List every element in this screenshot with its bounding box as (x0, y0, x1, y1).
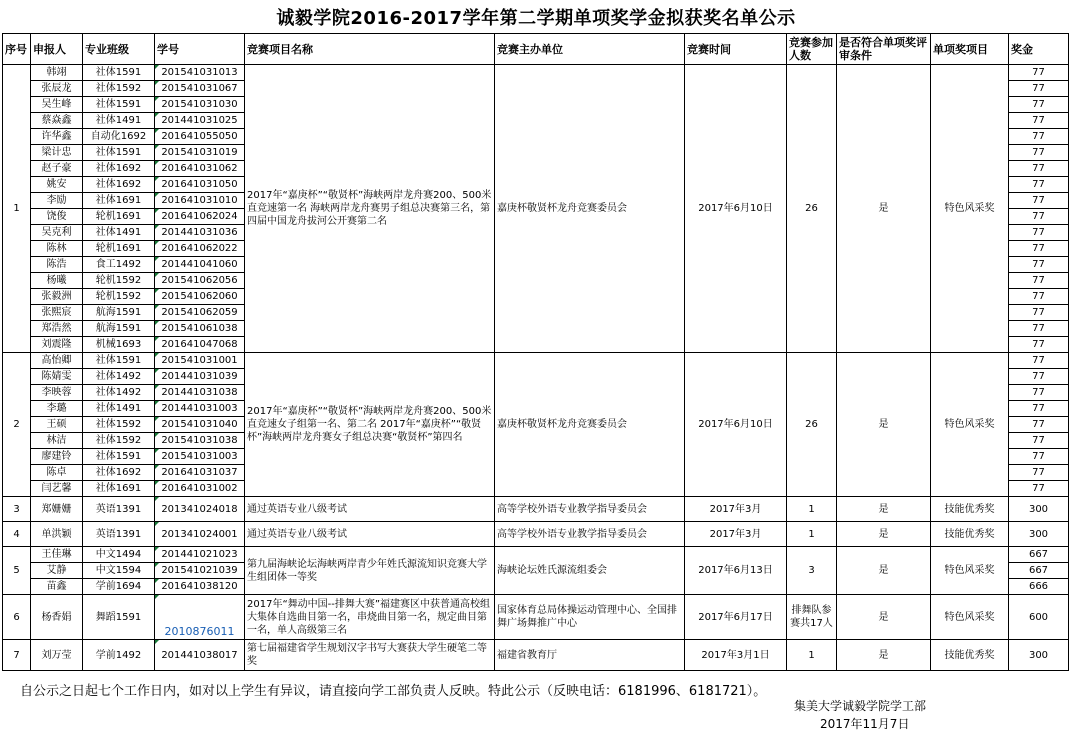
applicant-name: 赵子豪 (31, 161, 83, 177)
prize-amount: 667 (1009, 547, 1069, 563)
applicant-name: 梁计忠 (31, 145, 83, 161)
competition-name: 第七届福建省学生规划汉字书写大赛获大学生硬笔二等奖 (245, 640, 495, 671)
eligibility: 是 (837, 522, 931, 547)
participant-count: 1 (787, 497, 837, 522)
applicant-name: 苗鑫 (31, 579, 83, 595)
eligibility: 是 (837, 547, 931, 595)
prize-amount: 300 (1009, 522, 1069, 547)
student-id: 201641031002 (155, 481, 245, 497)
applicant-name: 张辰龙 (31, 81, 83, 97)
table-row (3, 522, 1069, 547)
eligibility: 是 (837, 595, 931, 640)
award-type: 特色风采奖 (931, 353, 1009, 497)
prize-amount: 77 (1009, 481, 1069, 497)
prize-amount: 77 (1009, 113, 1069, 129)
award-type: 技能优秀奖 (931, 640, 1009, 671)
prize-amount: 600 (1009, 595, 1069, 640)
competition-time: 2017年6月13日 (685, 547, 787, 595)
column-header: 竞赛时间 (685, 34, 787, 65)
student-id: 201541031003 (155, 449, 245, 465)
column-header: 序号 (3, 34, 31, 65)
column-header: 单项奖项目 (931, 34, 1009, 65)
column-header: 申报人 (31, 34, 83, 65)
competition-time: 2017年6月17日 (685, 595, 787, 640)
class-name: 轮机1691 (83, 241, 155, 257)
competition-name: 2017年“嘉庚杯”“敬贤杯”海峡两岸龙舟赛200、500米直竞速第一名 海峡两岸龙舟赛男子组总决赛第三名，第四届中国龙舟拔河公开赛第二名 (245, 65, 495, 353)
student-id: 201541031001 (155, 353, 245, 369)
award-type: 技能优秀奖 (931, 522, 1009, 547)
student-id: 201641047068 (155, 337, 245, 353)
student-id: 201641062024 (155, 209, 245, 225)
prize-amount: 77 (1009, 417, 1069, 433)
student-id: 201641055050 (155, 129, 245, 145)
prize-amount: 77 (1009, 401, 1069, 417)
class-name: 社体1591 (83, 97, 155, 113)
prize-amount: 77 (1009, 385, 1069, 401)
prize-amount: 77 (1009, 465, 1069, 481)
applicant-name: 李励 (31, 193, 83, 209)
participant-count: 3 (787, 547, 837, 595)
student-id: 201541021039 (155, 563, 245, 579)
table-row (3, 547, 1069, 563)
applicant-name: 韩翊 (31, 65, 83, 81)
eligibility: 是 (837, 353, 931, 497)
column-header: 是否符合单项奖评审条件 (837, 34, 931, 65)
class-name: 社体1492 (83, 385, 155, 401)
applicant-name: 陈婧雯 (31, 369, 83, 385)
student-id: 2010876011 (155, 595, 245, 640)
organizer: 海峡论坛姓氏源流组委会 (495, 547, 685, 595)
applicant-name: 陈浩 (31, 257, 83, 273)
participant-count: 1 (787, 640, 837, 671)
issuer-name: 集美大学诚毅学院学工部 (794, 699, 927, 713)
applicant-name: 王佳琳 (31, 547, 83, 563)
competition-time: 2017年3月1日 (685, 640, 787, 671)
student-id: 201541031040 (155, 417, 245, 433)
organizer: 嘉庚杯敬贤杯龙舟竞赛委员会 (495, 353, 685, 497)
header-row (3, 34, 1069, 65)
prize-amount: 77 (1009, 193, 1069, 209)
column-header: 竞赛项目名称 (245, 34, 495, 65)
competition-name: 通过英语专业八级考试 (245, 497, 495, 522)
applicant-name: 林洁 (31, 433, 83, 449)
prize-amount: 77 (1009, 161, 1069, 177)
applicant-name: 刘万莹 (31, 640, 83, 671)
applicant-name: 廖建铃 (31, 449, 83, 465)
applicant-name: 蔡焱鑫 (31, 113, 83, 129)
student-id: 201441021023 (155, 547, 245, 563)
page-title: 诚毅学院2016-2017学年第二学期单项奖学金拟获奖名单公示 (276, 8, 796, 29)
class-name: 社体1592 (83, 433, 155, 449)
student-id: 201441031036 (155, 225, 245, 241)
prize-amount: 77 (1009, 209, 1069, 225)
organizer: 国家体育总局体操运动管理中心、全国排舞广场舞推广中心 (495, 595, 685, 640)
prize-amount: 77 (1009, 353, 1069, 369)
student-id: 201641031062 (155, 161, 245, 177)
row-number: 2 (3, 353, 31, 497)
applicant-name: 张毅洲 (31, 289, 83, 305)
prize-amount: 77 (1009, 241, 1069, 257)
table-row (3, 497, 1069, 522)
class-name: 航海1591 (83, 305, 155, 321)
student-id: 201541031038 (155, 433, 245, 449)
table-row (3, 640, 1069, 671)
class-name: 英语1391 (83, 497, 155, 522)
competition-name: 第九届海峡论坛海峡两岸青少年姓氏源流知识竞赛大学生组团体一等奖 (245, 547, 495, 595)
student-id: 201541031013 (155, 65, 245, 81)
notice-text: 自公示之日起七个工作日内，如对以上学生有异议，请直接向学工部负责人反映。特此公示（反映电话：6181996、6181721）。 (20, 684, 767, 699)
student-id: 201541031019 (155, 145, 245, 161)
applicant-name: 郑姗姗 (31, 497, 83, 522)
row-number: 3 (3, 497, 31, 522)
participant-count: 排舞队参赛共17人 (787, 595, 837, 640)
student-id: 201341024001 (155, 522, 245, 547)
participant-count: 1 (787, 522, 837, 547)
prize-amount: 77 (1009, 97, 1069, 113)
class-name: 社体1591 (83, 449, 155, 465)
applicant-name: 饶俊 (31, 209, 83, 225)
competition-name: 2017年“舞动中国--排舞大赛”福建赛区中获普通高校组大集体自选曲目第一名，串烧曲目第一名，规定曲目第一名，单人高级第三名 (245, 595, 495, 640)
prize-amount: 77 (1009, 177, 1069, 193)
class-name: 社体1592 (83, 417, 155, 433)
student-id: 201441031003 (155, 401, 245, 417)
student-id: 201541062059 (155, 305, 245, 321)
student-id: 201441038017 (155, 640, 245, 671)
applicant-name: 姚安 (31, 177, 83, 193)
row-number: 5 (3, 547, 31, 595)
class-name: 社体1691 (83, 481, 155, 497)
student-id: 201541031030 (155, 97, 245, 113)
organizer: 高等学校外语专业教学指导委员会 (495, 497, 685, 522)
prize-amount: 77 (1009, 433, 1069, 449)
class-name: 社体1492 (83, 369, 155, 385)
class-name: 社体1691 (83, 193, 155, 209)
competition-name: 通过英语专业八级考试 (245, 522, 495, 547)
column-header: 竞赛主办单位 (495, 34, 685, 65)
organizer: 嘉庚杯敬贤杯龙舟竞赛委员会 (495, 65, 685, 353)
prize-amount: 300 (1009, 497, 1069, 522)
applicant-name: 李璐 (31, 401, 83, 417)
class-name: 社体1692 (83, 177, 155, 193)
prize-amount: 300 (1009, 640, 1069, 671)
prize-amount: 77 (1009, 449, 1069, 465)
competition-time: 2017年3月 (685, 497, 787, 522)
prize-amount: 77 (1009, 289, 1069, 305)
table-row (3, 353, 1069, 369)
class-name: 社体1591 (83, 353, 155, 369)
class-name: 轮机1691 (83, 209, 155, 225)
competition-name: 2017年“嘉庚杯”“敬贤杯”海峡两岸龙舟赛200、500米直竞速女子组第一名、第二名 2017年“嘉庚杯”“敬贤杯”海峡两岸龙舟赛女子组总决赛“敬贤杯”第四名 (245, 353, 495, 497)
class-name: 轮机1592 (83, 289, 155, 305)
table-row (3, 65, 1069, 81)
student-id: 201641062022 (155, 241, 245, 257)
class-name: 学前1492 (83, 640, 155, 671)
class-name: 机械1693 (83, 337, 155, 353)
class-name: 自动化1692 (83, 129, 155, 145)
award-type: 特色风采奖 (931, 65, 1009, 353)
applicant-name: 陈卓 (31, 465, 83, 481)
class-name: 中文1494 (83, 547, 155, 563)
prize-amount: 77 (1009, 145, 1069, 161)
column-header: 专业班级 (83, 34, 155, 65)
prize-amount: 77 (1009, 273, 1069, 289)
class-name: 社体1592 (83, 81, 155, 97)
applicant-name: 杨香娟 (31, 595, 83, 640)
class-name: 轮机1592 (83, 273, 155, 289)
class-name: 食工1492 (83, 257, 155, 273)
applicant-name: 张熙宸 (31, 305, 83, 321)
student-id: 201541061038 (155, 321, 245, 337)
class-name: 舞蹈1591 (83, 595, 155, 640)
prize-amount: 77 (1009, 65, 1069, 81)
participant-count: 26 (787, 65, 837, 353)
prize-amount: 77 (1009, 305, 1069, 321)
applicant-name: 郑浩然 (31, 321, 83, 337)
column-header: 竞赛参加人数 (787, 34, 837, 65)
row-number: 6 (3, 595, 31, 640)
class-name: 航海1591 (83, 321, 155, 337)
eligibility: 是 (837, 640, 931, 671)
applicant-name: 吴生峰 (31, 97, 83, 113)
class-name: 中文1594 (83, 563, 155, 579)
participant-count: 26 (787, 353, 837, 497)
student-id: 201441031038 (155, 385, 245, 401)
prize-amount: 77 (1009, 257, 1069, 273)
applicant-name: 高怡卿 (31, 353, 83, 369)
student-id: 201441041060 (155, 257, 245, 273)
applicant-name: 闫艺馨 (31, 481, 83, 497)
award-type: 技能优秀奖 (931, 497, 1009, 522)
student-id: 201641031010 (155, 193, 245, 209)
row-number: 7 (3, 640, 31, 671)
competition-time: 2017年6月10日 (685, 65, 787, 353)
scholarship-table (2, 33, 1069, 671)
class-name: 社体1491 (83, 113, 155, 129)
class-name: 社体1591 (83, 145, 155, 161)
eligibility: 是 (837, 65, 931, 353)
competition-time: 2017年6月10日 (685, 353, 787, 497)
class-name: 社体1692 (83, 465, 155, 481)
class-name: 社体1692 (83, 161, 155, 177)
class-name: 学前1694 (83, 579, 155, 595)
row-number: 1 (3, 65, 31, 353)
student-id: 201341024018 (155, 497, 245, 522)
applicant-name: 王硕 (31, 417, 83, 433)
award-type: 特色风采奖 (931, 547, 1009, 595)
prize-amount: 77 (1009, 321, 1069, 337)
prize-amount: 77 (1009, 225, 1069, 241)
applicant-name: 杨曦 (31, 273, 83, 289)
student-id: 201441031039 (155, 369, 245, 385)
applicant-name: 艾静 (31, 563, 83, 579)
class-name: 社体1591 (83, 65, 155, 81)
prize-amount: 666 (1009, 579, 1069, 595)
prize-amount: 667 (1009, 563, 1069, 579)
applicant-name: 刘震隆 (31, 337, 83, 353)
column-header: 奖金 (1009, 34, 1069, 65)
student-id: 201541062056 (155, 273, 245, 289)
class-name: 英语1391 (83, 522, 155, 547)
prize-amount: 77 (1009, 129, 1069, 145)
applicant-name: 单洪颖 (31, 522, 83, 547)
applicant-name: 许华鑫 (31, 129, 83, 145)
prize-amount: 77 (1009, 337, 1069, 353)
student-id: 201641038120 (155, 579, 245, 595)
prize-amount: 77 (1009, 369, 1069, 385)
student-id: 201641031050 (155, 177, 245, 193)
eligibility: 是 (837, 497, 931, 522)
competition-time: 2017年3月 (685, 522, 787, 547)
applicant-name: 李映蓉 (31, 385, 83, 401)
organizer: 福建省教育厅 (495, 640, 685, 671)
organizer: 高等学校外语专业教学指导委员会 (495, 522, 685, 547)
class-name: 社体1491 (83, 401, 155, 417)
class-name: 社体1491 (83, 225, 155, 241)
applicant-name: 陈林 (31, 241, 83, 257)
student-id: 201441031025 (155, 113, 245, 129)
column-header: 学号 (155, 34, 245, 65)
student-id: 201541031067 (155, 81, 245, 97)
row-number: 4 (3, 522, 31, 547)
table-row (3, 595, 1069, 640)
award-type: 特色风采奖 (931, 595, 1009, 640)
student-id: 201541062060 (155, 289, 245, 305)
applicant-name: 吴克利 (31, 225, 83, 241)
issue-date: 2017年11月7日 (820, 717, 910, 731)
prize-amount: 77 (1009, 81, 1069, 97)
student-id: 201641031037 (155, 465, 245, 481)
